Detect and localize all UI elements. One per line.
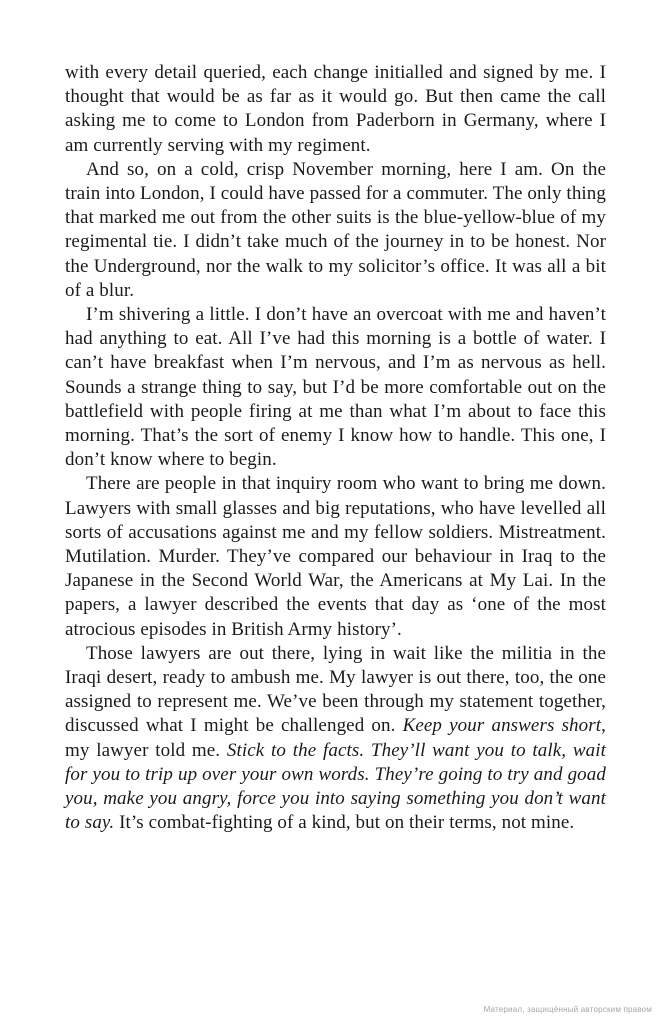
body-text-segment: I’m shivering a little. I don’t have an overcoat with me and haven’t had anything to eat. All I’ve had this morning is a bottle of water. I can’t have breakfast when I’m nervous, and I’m as nervous as hell. Sounds a strange thing to say, but I’d be more comfortable out on the battlefield with people firing at me than what I’m about to face this morning. That’s the sort of enemy I know how to handle. This one, I don’t know where to begin.	[65, 304, 606, 471]
copyright-notice: Материал, защищённый авторским правом	[483, 1005, 652, 1014]
paragraph	[65, 158, 606, 303]
paragraph	[65, 642, 606, 836]
body-text-segment: , my lawyer told me.	[65, 715, 606, 761]
paragraph	[65, 303, 606, 472]
body-text-segment: with every detail queried, each change initialled and signed by me. I thought that would be as far as it would go. But then came the call asking me to come to London from Paderborn in Germany, where I am currently serving with my regiment.	[65, 62, 606, 156]
page-text	[65, 61, 606, 836]
body-text-segment: There are people in that inquiry room who want to bring me down. Lawyers with small glasses and big reputations, who have levelled all sorts of accusations against me and my fellow soldiers. Mistreatment. Mutilation. Murder. They’ve compared our behaviour in Iraq to the Japanese in the Second World War, the Americans at My Lai. In the papers, a lawyer described the events that day as ‘one of the most atrocious episodes in British Army history’.	[65, 473, 606, 640]
italic-text-segment: Keep your answers short	[402, 715, 602, 737]
italic-text-segment: Stick to the facts. They’ll want you to talk, wait for you to trip up over your own words. They’re going to try and goad you, make you angry, force you into saying something you don’t want to say.	[65, 739, 606, 834]
body-text-segment: Those lawyers are out there, lying in wait like the militia in the Iraqi desert, ready to ambush me. My lawyer is out there, too, the one assigned to represent me. We’ve been through my statement together, discussed what I might be challenged on.	[65, 642, 606, 737]
paragraph	[65, 61, 606, 158]
body-text-segment: It’s combat-fighting of a kind, but on their terms, not mine.	[114, 812, 575, 834]
body-text-segment: And so, on a cold, crisp November morning, here I am. On the train into London, I could have passed for a commuter. The only thing that marked me out from the other suits is the blue-yellow-blue of my regimental tie. I didn’t take much of the journey in to be honest. Nor the Underground, nor the walk to my solicitor’s office. It was all a bit of a blur.	[65, 158, 606, 301]
paragraph	[65, 472, 606, 641]
